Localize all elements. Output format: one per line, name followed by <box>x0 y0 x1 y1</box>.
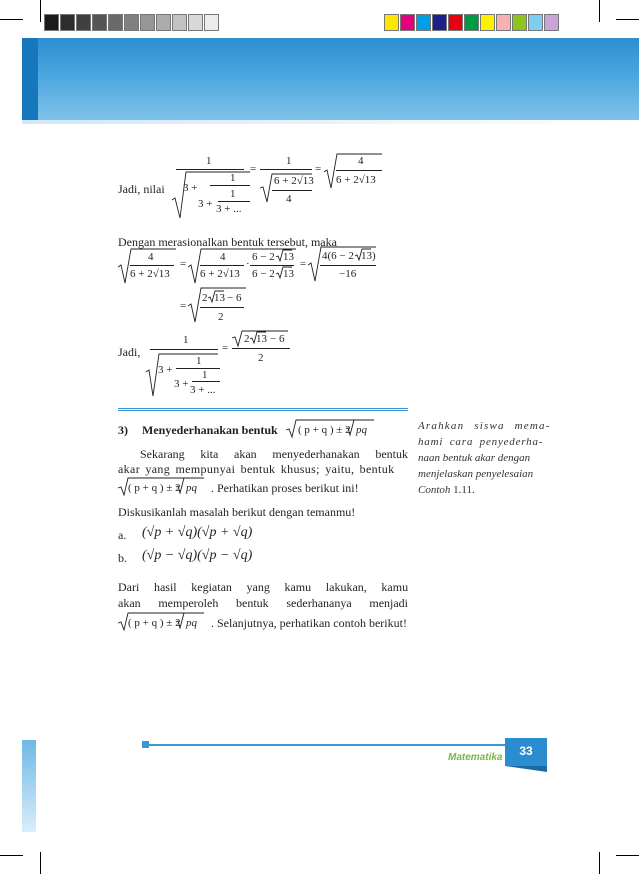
item-expression-b: (√p − √q)(√p − √q) <box>142 548 253 563</box>
word: akan <box>234 447 257 461</box>
equals-sign: = <box>315 163 322 175</box>
color-swatch <box>400 14 415 31</box>
page-number: 33 <box>519 744 533 758</box>
footer-side-bar <box>22 740 36 832</box>
radical-sign <box>172 170 262 230</box>
color-swatch <box>44 14 59 31</box>
dot-operator: · <box>246 258 250 270</box>
word: akan <box>118 596 141 610</box>
cf-three-plus: 3 + <box>158 364 173 376</box>
section-number: 3) <box>118 423 128 437</box>
fraction-numerator: 1 <box>286 155 292 167</box>
numerator-6-minus-2: 6 − 2 <box>252 251 275 263</box>
color-swatch <box>432 14 447 31</box>
denominator-6-plus-2sqrt13: 6 + 2√13 <box>130 268 170 280</box>
teacher-note-ref: 1.11. <box>453 484 475 496</box>
color-swatch <box>512 14 527 31</box>
discussion-prompt: Diskusikanlah masalah berikut dengan temanmu! <box>118 505 356 519</box>
fraction-bar <box>218 201 250 202</box>
fraction-bar <box>130 265 174 266</box>
fraction-bar <box>176 368 220 369</box>
word: sederhananya <box>286 596 352 610</box>
paragraph-line <box>118 447 408 462</box>
word: memperoleh <box>158 596 219 610</box>
fraction-bar <box>210 185 250 186</box>
crop-mark <box>40 852 41 874</box>
fraction-bar <box>260 169 312 170</box>
cf-one: 1 <box>230 172 236 184</box>
word: hasil <box>153 580 177 594</box>
denominator-6-plus-2sqrt13: 6 + 2√13 <box>274 175 314 187</box>
expr-p-plus-q-pm-2: ( p + q ) ± 2 <box>128 482 181 494</box>
numerator-4-6-minus-2: 4(6 − 2 <box>322 250 354 262</box>
footer-subject: Matematika <box>448 752 503 763</box>
color-swatch <box>124 14 139 31</box>
denominator-2: 2 <box>218 311 224 323</box>
cf-three-plus: 3 + <box>198 198 213 210</box>
word: menjadi <box>369 596 409 610</box>
equals-sign: = <box>222 342 229 354</box>
word: Sekarang <box>140 447 185 461</box>
word: kegiatan <box>191 580 232 594</box>
word: kamu <box>284 580 312 594</box>
expr-pq: pq <box>186 482 197 494</box>
equals-sign: = <box>180 258 187 270</box>
crop-mark <box>599 852 600 874</box>
word: bentuk <box>236 596 269 610</box>
expr-p-plus-q-pm-2: ( p + q ) ± 2 <box>128 617 181 629</box>
equals-sign: = <box>300 258 307 270</box>
cf-three-dots: 3 + ... <box>190 384 216 396</box>
teacher-note-line: Arahkan siswa mema- <box>418 420 551 432</box>
crop-mark <box>616 19 639 20</box>
equals-sign: = <box>250 163 257 175</box>
denominator-6-plus-2sqrt13: 6 + 2√13 <box>336 174 376 186</box>
color-swatch <box>188 14 203 31</box>
section-title: Menyederhanakan bentuk <box>142 423 278 437</box>
fraction-bar <box>272 190 312 191</box>
sqrt-radicand-13: 13 <box>256 333 267 345</box>
fraction-bar <box>320 265 376 266</box>
header-band-edge <box>22 38 38 120</box>
denominator-2: 2 <box>258 352 264 364</box>
word: menyederhanakan <box>272 447 360 461</box>
sqrt-radicand-13: 13 <box>283 251 294 263</box>
expr-p-plus-q-pm-2: ( p + q ) ± 2 <box>298 424 351 436</box>
paragraph-line <box>118 580 408 595</box>
color-swatch <box>140 14 155 31</box>
paragraph-line: akar yang mempunyai bentuk khusus; yaitu, bentuk <box>118 462 395 476</box>
item-label-a: a. <box>118 528 127 542</box>
crop-mark <box>616 855 639 856</box>
paragraph-line: . Perhatikan proses berikut ini! <box>211 481 359 495</box>
color-swatch <box>156 14 171 31</box>
fraction-bar <box>200 307 244 308</box>
word: kita <box>200 447 219 461</box>
teacher-note-contoh: Contoh <box>418 484 451 496</box>
label-dengan: Dengan merasionalkan bentuk tersebut, maka <box>118 235 337 249</box>
denominator-neg16: −16 <box>339 268 357 280</box>
crop-mark <box>0 19 23 20</box>
color-swatch <box>108 14 123 31</box>
color-swatch <box>172 14 187 31</box>
fraction-numerator: 4 <box>220 251 226 263</box>
item-label-b: b. <box>118 551 127 565</box>
fraction-bar <box>200 265 244 266</box>
color-swatch <box>416 14 431 31</box>
header-band-shadow <box>22 120 639 124</box>
close-paren: ) <box>372 250 376 262</box>
teacher-note-line: hami cara penyederha- <box>418 436 544 448</box>
fraction-bar <box>232 348 290 349</box>
numerator-2: 2 <box>202 292 208 304</box>
minus-6: − 6 <box>227 292 242 304</box>
sqrt-radicand-13: 13 <box>283 268 294 280</box>
color-swatch <box>92 14 107 31</box>
denominator-6-minus-2: 6 − 2 <box>252 268 275 280</box>
crop-mark <box>599 0 600 22</box>
cf-numerator: 1 <box>206 155 212 167</box>
footer-rule <box>146 744 506 746</box>
expr-pq: pq <box>356 424 367 436</box>
word: yang <box>246 580 270 594</box>
sqrt-radicand-13: 13 <box>361 250 372 262</box>
sqrt-radicand-13: 13 <box>214 292 225 304</box>
paragraph-line <box>118 596 408 611</box>
section-divider <box>118 408 408 411</box>
word: lakukan, <box>325 580 367 594</box>
color-swatch <box>496 14 511 31</box>
cf-one: 1 <box>230 188 236 200</box>
word: bentuk <box>375 447 409 461</box>
fraction-bar <box>192 381 220 382</box>
cf-one: 1 <box>196 355 202 367</box>
footer-rule-dot <box>142 741 149 748</box>
cf-three-dots: 3 + ... <box>216 203 242 215</box>
denominator-6-plus-2sqrt13: 6 + 2√13 <box>200 268 240 280</box>
item-expression-a: (√p + √q)(√p + √q) <box>142 525 253 540</box>
color-swatch <box>448 14 463 31</box>
word: Dari <box>118 580 140 594</box>
crop-mark <box>40 0 41 22</box>
fraction-bar <box>336 170 382 171</box>
cf-three-plus: 3 + <box>183 182 198 194</box>
header-band <box>22 38 639 120</box>
teacher-note-line: menjelaskan penyelesaian <box>418 468 534 480</box>
color-swatch <box>60 14 75 31</box>
cf-three-plus: 3 + <box>174 378 189 390</box>
color-swatch <box>384 14 399 31</box>
teacher-note-line: naan bentuk akar dengan <box>418 452 531 464</box>
minus-6: − 6 <box>270 333 285 345</box>
color-swatch <box>528 14 543 31</box>
color-swatch <box>480 14 495 31</box>
paragraph-line: . Selanjutnya, perhatikan contoh berikut! <box>211 616 407 630</box>
expr-pq: pq <box>186 617 197 629</box>
crop-mark <box>0 855 23 856</box>
teacher-note-last <box>418 484 556 497</box>
color-swatch <box>76 14 91 31</box>
color-swatch <box>204 14 219 31</box>
cf-one: 1 <box>202 369 208 381</box>
color-swatch <box>464 14 479 31</box>
cf-numerator: 1 <box>183 334 189 346</box>
label-jadi: Jadi, <box>118 345 141 359</box>
fraction-numerator: 4 <box>148 251 154 263</box>
word: kamu <box>381 580 409 594</box>
equals-sign: = <box>180 300 187 312</box>
color-swatch <box>544 14 559 31</box>
numerator-2: 2 <box>244 333 250 345</box>
label-jadi-nilai: Jadi, nilai <box>118 182 165 196</box>
fraction-numerator: 4 <box>358 155 364 167</box>
fraction-bar <box>176 169 244 170</box>
denominator-4: 4 <box>286 193 292 205</box>
fraction-bar <box>150 349 218 350</box>
